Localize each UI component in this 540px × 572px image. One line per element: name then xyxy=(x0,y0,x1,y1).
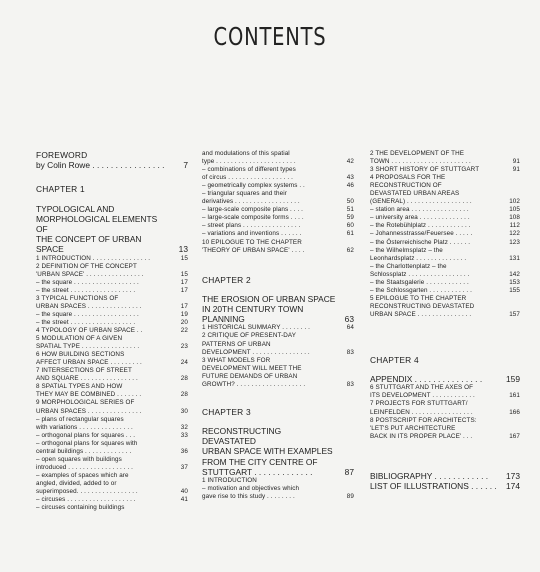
toc-entry[interactable] xyxy=(36,456,188,472)
toc-entry-title: – the square . . . . . . . . . . . . . . . . . . xyxy=(36,278,139,286)
chapter-3-title-entry[interactable] xyxy=(202,426,354,477)
toc-entry[interactable] xyxy=(370,400,520,416)
toc-entry[interactable] xyxy=(370,287,520,295)
toc-entry[interactable] xyxy=(202,182,354,190)
toc-entry[interactable] xyxy=(202,222,354,230)
toc-entry-page: 36 xyxy=(180,447,188,455)
toc-entry[interactable] xyxy=(36,399,188,415)
toc-entry-page: 60 xyxy=(346,222,354,230)
chapter-2-title: THE EROSION OF URBAN SPACE IN 20TH CENTURY TOWN PLANNING xyxy=(202,293,336,325)
toc-entry-title: – circuses containing buildings xyxy=(36,504,125,512)
toc-entry-title: – the street . . . . . . . . . . . . . . . . . . xyxy=(36,286,136,294)
toc-entry-page: 43 xyxy=(346,174,354,182)
toc-entry-title: – university area . . . . . . . . . . . . . . xyxy=(370,214,470,222)
toc-entry-title: 5 MODULATION OF A GIVEN SPATIAL TYPE . . . . . . . . . . . . . . . . xyxy=(36,335,140,351)
toc-entry-page: 50 xyxy=(346,198,354,206)
toc-entry-page: 17 xyxy=(180,302,188,310)
toc-entry[interactable] xyxy=(202,214,354,222)
toc-entry-page: 51 xyxy=(346,206,354,214)
bibliography-entry[interactable] xyxy=(370,471,520,481)
toc-entry-page: 15 xyxy=(180,254,188,262)
toc-entry-title: 7 INTERSECTIONS OF STREET AND SQUARE . . . . . . . . . . . . . . . . xyxy=(36,367,138,383)
illustrations-title: LIST OF ILLUSTRATIONS . . . . . . xyxy=(370,480,497,491)
foreword-entry[interactable] xyxy=(36,160,188,170)
toc-entry-page: 105 xyxy=(509,206,520,214)
toc-entry-title: 2 DEFINITION OF THE CONCEPT 'URBAN SPACE' . . . . . . . . . . . . . . . . xyxy=(36,262,144,278)
toc-entry-title: – orthogonal plans for squares . . . xyxy=(36,431,136,439)
toc-entry[interactable] xyxy=(370,239,520,247)
toc-entry-title: 10 EPILOGUE TO THE CHAPTER 'THEORY OF URBAN SPACE' . . . . xyxy=(202,238,305,254)
toc-entry[interactable] xyxy=(202,206,354,214)
chapter-1-page: 13 xyxy=(178,244,188,255)
toc-entry[interactable] xyxy=(370,230,520,238)
toc-entry[interactable] xyxy=(36,351,188,367)
toc-entry-page: 89 xyxy=(346,493,354,501)
toc-entry-page: 30 xyxy=(180,407,188,415)
chapter-2-entries xyxy=(202,324,354,388)
toc-entry[interactable] xyxy=(202,485,354,501)
toc-entry[interactable] xyxy=(36,319,188,327)
toc-entry-page: 19 xyxy=(180,310,188,318)
illustrations-entry[interactable] xyxy=(370,481,520,491)
toc-entry-title: – the Wilhelmsplatz – the Leonhardsplatz . . . . . . . . . . . . . . xyxy=(370,246,467,262)
toc-entry-title: 3 SHORT HISTORY OF STUTTGART xyxy=(370,166,480,174)
appendix-page: 159 xyxy=(506,374,520,385)
toc-entry[interactable] xyxy=(370,222,520,230)
toc-entry-title: – the Rotebühlplatz . . . . . . . . . . . . xyxy=(370,222,471,230)
toc-entry-page: 40 xyxy=(180,487,188,495)
toc-entry[interactable] xyxy=(202,190,354,206)
toc-entry-page: 15 xyxy=(180,270,188,278)
toc-entry-page: 102 xyxy=(509,198,520,206)
toc-entry-page: 153 xyxy=(509,278,520,286)
toc-entry-page: 142 xyxy=(509,270,520,278)
toc-entry[interactable] xyxy=(202,239,354,255)
toc-entry[interactable] xyxy=(370,214,520,222)
toc-entry-page: 24 xyxy=(180,359,188,367)
toc-entry-title: 7 PROJECTS FOR STUTTGART/ LEINFELDEN . . . . . . . . . . . . . . . . . xyxy=(370,400,473,416)
toc-entry[interactable] xyxy=(36,432,188,440)
toc-entry-title: – street plans . . . . . . . . . . . . . . . . xyxy=(202,222,301,230)
toc-entry-title: – the street . . . . . . . . . . . . . . . . . . xyxy=(36,319,136,326)
chapter-2-heading: CHAPTER 2 xyxy=(202,274,251,285)
page-title: CONTENTS xyxy=(213,22,327,51)
toc-entry-title: – large-scale composite plans . . . . xyxy=(202,206,303,214)
toc-entry[interactable] xyxy=(36,263,188,279)
toc-entry-title: – the Schlossgarten . . . . . . . . . . . . xyxy=(370,286,472,294)
toc-entry-title: – open squares with buildings introduced . . . . . . . . . . . . . . . . . . xyxy=(36,455,133,471)
toc-entry[interactable] xyxy=(36,279,188,287)
toc-entry-title: – the Staatsgalerie . . . . . . . . . . . . xyxy=(370,278,469,286)
foreword-heading: FOREWORD xyxy=(36,150,88,160)
chapter-1-title-entry[interactable] xyxy=(36,204,188,255)
toc-entry-title: – plans of rectangular squares with variations . . . . . . . . . . . . . . . xyxy=(36,415,133,431)
toc-entry-title: – the Österreichische Platz . . . . . . xyxy=(370,238,471,246)
chapter-3-title: RECONSTRUCTING DEVASTATED URBAN SPACE WITH EXAMPLES FROM THE CITY CENTRE OF STUTTGART . . . . . . . . . . . . . xyxy=(202,426,333,477)
toc-entry-title: – combinations of different types of circus . . . . . . . . . . . . . . . . . . xyxy=(202,166,296,182)
toc-entry[interactable] xyxy=(36,383,188,399)
bibliography-title: BIBLIOGRAPHY . . . . . . . . . . . . xyxy=(370,470,489,481)
toc-entry[interactable] xyxy=(370,150,520,166)
toc-entry[interactable] xyxy=(202,332,354,356)
toc-entry[interactable] xyxy=(202,477,354,485)
toc-column-1 xyxy=(36,150,188,512)
foreword-page: 7 xyxy=(183,160,188,171)
toc-entry[interactable] xyxy=(36,472,188,496)
toc-entry-title: – circuses . . . . . . . . . . . . . . . . . . . xyxy=(36,496,136,504)
toc-entry-title: – the square . . . . . . . . . . . . . . . . . . xyxy=(36,310,139,318)
foreword-author: by Colin Rowe . . . . . . . . . . . . . . . . xyxy=(36,160,165,171)
toc-entry-page: 157 xyxy=(509,310,520,318)
toc-entry-title: 2 THE DEVELOPMENT OF THE TOWN . . . . . . . . . . . . . . . . . . . . . . xyxy=(370,150,471,166)
toc-entry-page: 122 xyxy=(509,230,520,238)
toc-entry-title: 8 SPATIAL TYPES AND HOW THEY MAY BE COMBINED . . . . . . . xyxy=(36,383,142,399)
chapter-1-entries xyxy=(36,255,188,513)
toc-entry-page: 62 xyxy=(346,246,354,254)
toc-entry-page: 83 xyxy=(346,380,354,388)
toc-entry[interactable] xyxy=(370,295,520,319)
toc-entry-title: 3 TYPICAL FUNCTIONS OF URBAN SPACES . . . . . . . . . . . . . . . xyxy=(36,294,142,310)
chapter-1-title: TYPOLOGICAL AND MORPHOLOGICAL ELEMENTS OF THE CONCEPT OF URBAN SPACE xyxy=(36,203,158,255)
toc-entry-page: 155 xyxy=(509,286,520,294)
toc-entry-page: 64 xyxy=(346,324,354,332)
chapter-3-entries-continued xyxy=(370,150,520,319)
toc-entry-page: 61 xyxy=(346,230,354,238)
chapter-3-page: 87 xyxy=(344,466,354,477)
toc-entry-page: 83 xyxy=(346,348,354,356)
toc-entry[interactable] xyxy=(36,287,188,295)
toc-entry-page: 37 xyxy=(180,463,188,471)
toc-entry[interactable] xyxy=(36,327,188,335)
toc-entry-title: 8 POSTSCRIPT FOR ARCHITECTS: 'LET'S PUT ARCHITECTURE BACK IN ITS PROPER PLACE' . . . xyxy=(370,416,477,440)
toc-column-2 xyxy=(202,150,354,501)
toc-entry-title: 2 CRITIQUE OF PRESENT-DAY PATTERNS OF URBAN DEVELOPMENT . . . . . . . . . . . . . . . . xyxy=(202,332,310,356)
illustrations-page: 174 xyxy=(506,480,520,491)
toc-entry-title: and modulations of this spatial type . . . . . . . . . . . . . . . . . . . . . . xyxy=(202,150,296,166)
toc-entry-page: 22 xyxy=(180,327,188,335)
toc-entry-title: 3 WHAT MODELS FOR DEVELOPMENT WILL MEET THE FUTURE DEMANDS OF URBAN GROWTH? . . . . . . . . . . . . . . . . . . . xyxy=(202,356,306,388)
toc-entry-page: 28 xyxy=(180,375,188,383)
toc-entry-page: 167 xyxy=(509,432,520,440)
toc-entry-title: – Johannesstrasse/Feuersee . . . . . xyxy=(370,230,473,238)
toc-entry[interactable] xyxy=(202,230,354,238)
toc-entry-page: 42 xyxy=(346,158,354,166)
toc-entry[interactable] xyxy=(370,279,520,287)
toc-entry-page: 41 xyxy=(180,496,188,504)
toc-entry[interactable] xyxy=(36,335,188,351)
toc-entry[interactable] xyxy=(36,255,188,263)
toc-entry-page: 161 xyxy=(509,392,520,400)
toc-entry-title: 6 HOW BUILDING SECTIONS AFFECT URBAN SPACE . . . . . . . . . xyxy=(36,351,142,367)
toc-entry-title: 1 INTRODUCTION xyxy=(202,477,257,485)
toc-entry-title: 4 PROPOSALS FOR THE RECONSTRUCTION OF DEVASTATED URBAN AREAS (GENERAL) . . . . . . . . . . . . . . . . . . xyxy=(370,174,472,206)
toc-entry-page: 17 xyxy=(180,286,188,294)
toc-entry[interactable] xyxy=(36,295,188,311)
toc-entry[interactable] xyxy=(202,357,354,389)
toc-entry-title: 1 INTRODUCTION . . . . . . . . . . . . . . . . xyxy=(36,254,151,262)
toc-entry-page: 23 xyxy=(180,343,188,351)
toc-entry-title: 6 STUTTGART AND THE AXES OF ITS DEVELOPMENT . . . . . . . . . . . . xyxy=(370,384,475,400)
toc-entry-title: – geometrically complex systems . . xyxy=(202,182,305,190)
toc-entry-title: 5 EPILOGUE TO THE CHAPTER RECONSTRUCTING DEVASTATED URBAN SPACE . . . . . . . . . . . . . . . xyxy=(370,294,475,318)
toc-entry-page: 112 xyxy=(509,222,520,230)
toc-entry-page: 20 xyxy=(180,319,188,326)
toc-column-3 xyxy=(370,150,520,491)
toc-entry-page: 108 xyxy=(509,214,520,222)
toc-entry-title: 9 MORPHOLOGICAL SERIES OF URBAN SPACES . . . . . . . . . . . . . . . xyxy=(36,399,142,415)
toc-entry-page: 59 xyxy=(346,214,354,222)
chapter-2-title-entry[interactable] xyxy=(202,294,354,325)
chapter-2-page: 63 xyxy=(344,314,354,325)
toc-entry-page: 91 xyxy=(512,166,520,174)
toc-entry[interactable] xyxy=(36,440,188,456)
toc-entry-page: 91 xyxy=(512,158,520,166)
chapter-4-heading: CHAPTER 4 xyxy=(370,354,419,365)
toc-entry-page: 131 xyxy=(509,254,520,262)
chapter-3-entries xyxy=(202,477,354,501)
toc-entry-page: 28 xyxy=(180,391,188,399)
toc-entry-page: 123 xyxy=(509,238,520,246)
appendix-title: APPENDIX . . . . . . . . . . . . . . . xyxy=(370,374,483,385)
toc-entry[interactable] xyxy=(370,206,520,214)
toc-entry-page: 166 xyxy=(509,408,520,416)
toc-entry[interactable] xyxy=(370,247,520,263)
toc-entry[interactable] xyxy=(202,324,354,332)
bibliography-page: 173 xyxy=(506,470,520,481)
toc-entry-page: 32 xyxy=(180,423,188,431)
toc-entry[interactable] xyxy=(370,174,520,206)
toc-entry[interactable] xyxy=(202,166,354,182)
toc-entry-page: 46 xyxy=(346,182,354,190)
toc-entry[interactable] xyxy=(36,504,188,512)
toc-entry[interactable] xyxy=(36,311,188,319)
toc-entry-title: – large-scale composite forms . . . . xyxy=(202,214,304,222)
appendix-entry[interactable] xyxy=(370,374,520,384)
toc-entry[interactable] xyxy=(36,416,188,432)
toc-entry-title: 1 HISTORICAL SUMMARY . . . . . . . . xyxy=(202,324,310,332)
toc-entry-title: 4 TYPOLOGY OF URBAN SPACE . . xyxy=(36,327,143,335)
toc-entry[interactable] xyxy=(370,166,520,174)
toc-entry[interactable] xyxy=(36,367,188,383)
chapter-1-heading: CHAPTER 1 xyxy=(36,184,85,195)
chapter-4-entries xyxy=(370,384,520,440)
toc-entry-title: – orthogonal plans for squares with central buildings . . . . . . . . . . . . . xyxy=(36,439,138,455)
toc-entry[interactable] xyxy=(370,263,520,279)
toc-entry-title: – motivation and objectives which gave rise to this study . . . . . . . . xyxy=(202,485,300,501)
toc-entry-title: – triangular squares and their derivatives . . . . . . . . . . . . . . . . . . xyxy=(202,190,300,206)
toc-entry[interactable] xyxy=(370,417,520,441)
toc-entry-title: – the Charlottenplatz – the Schlossplatz . . . . . . . . . . . . . . . . . xyxy=(370,262,470,278)
toc-entry-title: – examples of spaces which are angled, divided, added to or superimposed. . . . . . . . . . . . . . . . . xyxy=(36,471,138,495)
toc-entry-page: 33 xyxy=(180,431,188,439)
toc-entry[interactable] xyxy=(36,496,188,504)
toc-entry-title: – station area . . . . . . . . . . . . . . . . xyxy=(370,206,469,214)
chapter-3-heading: CHAPTER 3 xyxy=(202,406,251,417)
toc-entry-title: – variations and inventions . . . . . . xyxy=(202,230,302,238)
toc-entry[interactable] xyxy=(202,150,354,166)
toc-entry-page: 17 xyxy=(180,278,188,286)
toc-entry[interactable] xyxy=(370,384,520,400)
chapter-1-entries-continued xyxy=(202,150,354,255)
